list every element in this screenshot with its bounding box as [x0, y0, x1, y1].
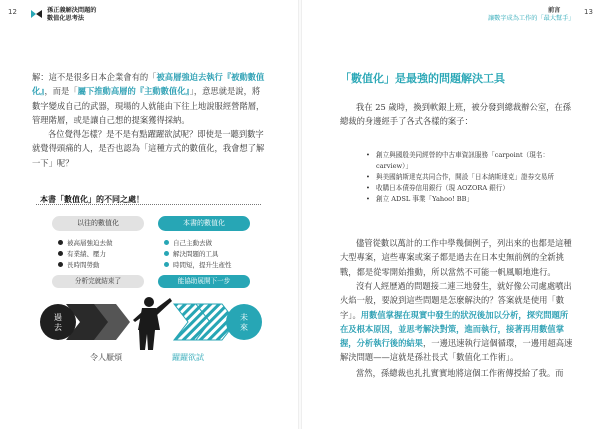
list-item: 解決問題的工具 — [164, 249, 232, 260]
past-future-illustration — [36, 290, 266, 352]
book-gutter — [298, 0, 302, 429]
page-number-left: 12 — [8, 8, 17, 16]
list-item: 時間短，提升生產性 — [164, 260, 232, 271]
list-item: • 收購日本債券信用銀行（現 AOZORA 銀行） — [366, 183, 571, 194]
past-circle-icon — [40, 304, 76, 340]
left-page — [0, 0, 296, 429]
new-method-header: 本書的數值化 — [158, 216, 250, 231]
list-item: 自己主動去做 — [164, 238, 232, 249]
right-paragraph-4: 當然，孫總裁也扎扎實實地將這個工作術傳授給了我。而 — [356, 368, 564, 378]
diagram-divider — [36, 204, 261, 205]
text-segment: 沒有人經歷過的問題接二連三地發生，就好像公司處處噴出火焰一般，要說到這些問題是怎麼解決的？答案就是使用「數字」。 — [340, 281, 572, 320]
book-logo-icon — [30, 8, 43, 21]
new-method-result: 能協助展開下一步 — [158, 275, 250, 288]
body-paragraph-1 — [32, 70, 268, 127]
text-segment: 解：這不是很多日本企業會有的「 — [32, 72, 157, 82]
page-number-right: 13 — [584, 8, 593, 16]
bullet-icon — [58, 262, 63, 267]
diagram-title: 本書「數值化」的不同之處！ — [40, 195, 144, 204]
old-method-list — [58, 238, 113, 271]
list-item: 有業績、壓力 — [58, 249, 113, 260]
highlight-method: 用數值掌握在現實中發生的狀況後加以分析，探究問題所在及根本原因，並思考解決對策，進而執行，接著再用數值掌握，分析執行後的結果 — [340, 309, 569, 349]
right-paragraph-3 — [340, 279, 576, 365]
chapter-label: 前言 — [548, 7, 561, 14]
list-item: • 創立 ADSL 事業「Yahoo! BB」 — [366, 194, 571, 205]
body-paragraph-2: 各位覺得怎樣？是不是有點躍躍欲試呢？即使是一聽到數字就覺得頭痛的人，是否也認為「這種方式的數值化，我會想了解一下」呢？ — [32, 129, 265, 168]
person-icon — [133, 297, 172, 350]
highlight-passive: 被高層強迫去執行『被動數值化』 — [32, 72, 265, 97]
bullet-icon — [58, 251, 63, 256]
text-segment: ，一邊迅速執行這個循環，一邊用超高速解決問題——這就是孫社長式「數值化工作術」。 — [340, 338, 573, 363]
old-method-result: 分析完就結束了 — [52, 275, 144, 288]
new-method-list — [164, 238, 232, 271]
bullet-icon — [164, 240, 169, 245]
text-segment: ，而是「 — [44, 86, 78, 97]
bullet-icon — [164, 262, 169, 267]
list-item: • 與美國納斯達克共同合作，開設「日本納斯達克」證券交易所 — [366, 172, 571, 183]
right-paragraph-1: 我在 25 歲時，換到軟銀上班，被分發到總裁辦公室，在孫總裁的身邊經手了各式各樣的案子： — [340, 102, 571, 127]
future-char-1: 未 — [240, 313, 248, 322]
book-title-line2: 數值化思考法 — [47, 15, 85, 22]
past-char-2: 去 — [54, 323, 62, 332]
highlight-active: 屬下推動高層的『主動數值化』 — [77, 86, 190, 97]
bullet-icon — [58, 240, 63, 245]
list-item: 被高層強迫去做 — [58, 238, 113, 249]
future-circle-icon — [226, 304, 262, 340]
past-char-1: 過 — [54, 313, 62, 322]
chapter-subtitle: 讓數字成為工作的「最大幫手」 — [488, 15, 575, 22]
book-title-line1: 孫正義解決問題的 — [47, 7, 97, 14]
project-list — [366, 150, 571, 205]
old-method-header: 以往的數值化 — [52, 216, 144, 231]
right-paragraph-2: 儘管從數以萬計的工作中學幾個例子，列出來的也都是這種大型專案，這些專案或案子都是過去在日本史無前例的全新挑戰，都是從零開始推動，所以當然不可能一帆風順地進行。 — [340, 238, 572, 277]
list-item: • 創立與國殷美同經營的中古車資訊服務「carpoint（現名：carview）」 — [366, 150, 571, 172]
list-item: 長時間勞動 — [58, 260, 113, 271]
caption-annoying: 令人厭煩 — [90, 353, 122, 362]
caption-eager: 躍躍欲試 — [172, 353, 204, 362]
future-char-2: 來 — [240, 323, 248, 332]
section-title: 「數值化」是最強的問題解決工具 — [340, 72, 505, 85]
text-segment: 」，意思就是說，將數字變成自己的武器，現場的人就能由下往上地說服經營階層，管理階層，或是讓自己想的提案獲得採納。 — [32, 86, 265, 125]
bullet-icon — [164, 251, 169, 256]
